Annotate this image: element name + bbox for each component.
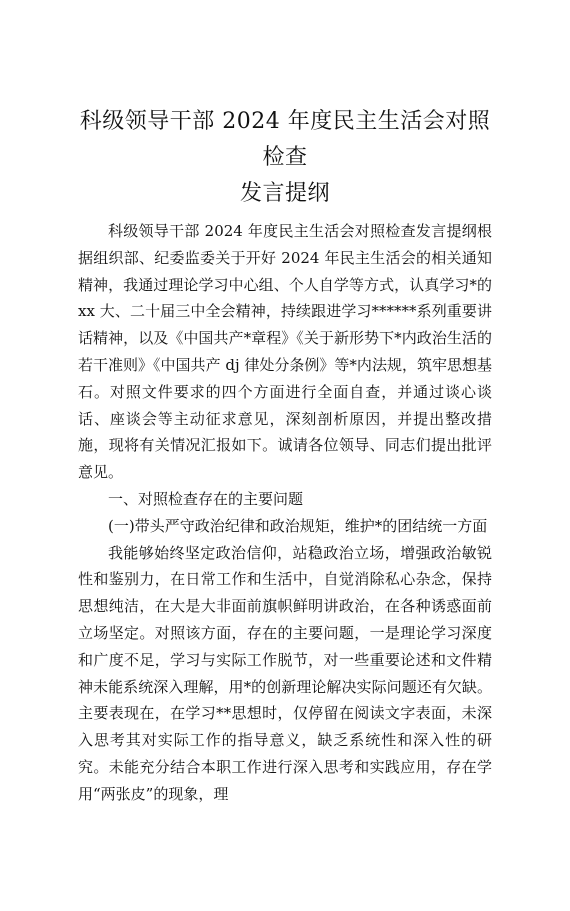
title-line-1: 科级领导干部 2024 年度民主生活会对照检查 [79, 109, 491, 170]
section-heading-1: 一、对照检查存在的主要问题 [108, 489, 304, 508]
document-body [78, 218, 492, 808]
title-line-2: 发言提纲 [239, 181, 330, 206]
document-title [78, 104, 492, 212]
body-paragraph: 我能够始终坚定政治信仰，站稳政治立场，增强政治敏锐性和鉴别力，在日常工作和生活中，自觉消除私心杂念，保持思想纯洁，在大是大非面前旗帜鲜明讲政治，在各种诱惑面前立场坚定。对照该方面，存在的主要问题，一是理论学习深度和广度不足，学习与实际工作脱节，对一些重要论述和文件精神未能系统深入理解，用*的创新理论解决实际问题还有欠缺。主要表现在，在学习**思想时，仅停留在阅读文字表面，未深入思考其对实际工作的指导意义，缺乏系统性和深入性的研究。未能充分结合本职工作进行深入思考和实践应用，存在学用“两张皮”的现象，理 [78, 543, 492, 803]
intro-paragraph: 科级领导干部 2024 年度民主生活会对照检查发言提纲根据组织部、纪委监委关于开好 2024 年民主生活会的相关通知精神，我通过理论学习中心组、个人自学等方式，认真学习*的 xx 大、二十届三中全会精神，持续跟进学习******系列重要讲话精神，以及《中国共产*章程》《关于新形势下*内政治生活的若干准则》《中国共产 dj 律处分条例》等*内法规，筑牢思想基石。对照文件要求的四个方面进行全面自查，并通过谈心谈话、座谈会等主动征求意见，深刻剖析原因，并提出整改措施，现将有关情况汇报如下。诚请各位领导、同志们提出批评意见。 [78, 222, 492, 482]
document-page [0, 104, 570, 911]
subsection-heading-1: (一)带头严守政治纪律和政治规矩，维护*的团结统一方面 [108, 516, 488, 535]
